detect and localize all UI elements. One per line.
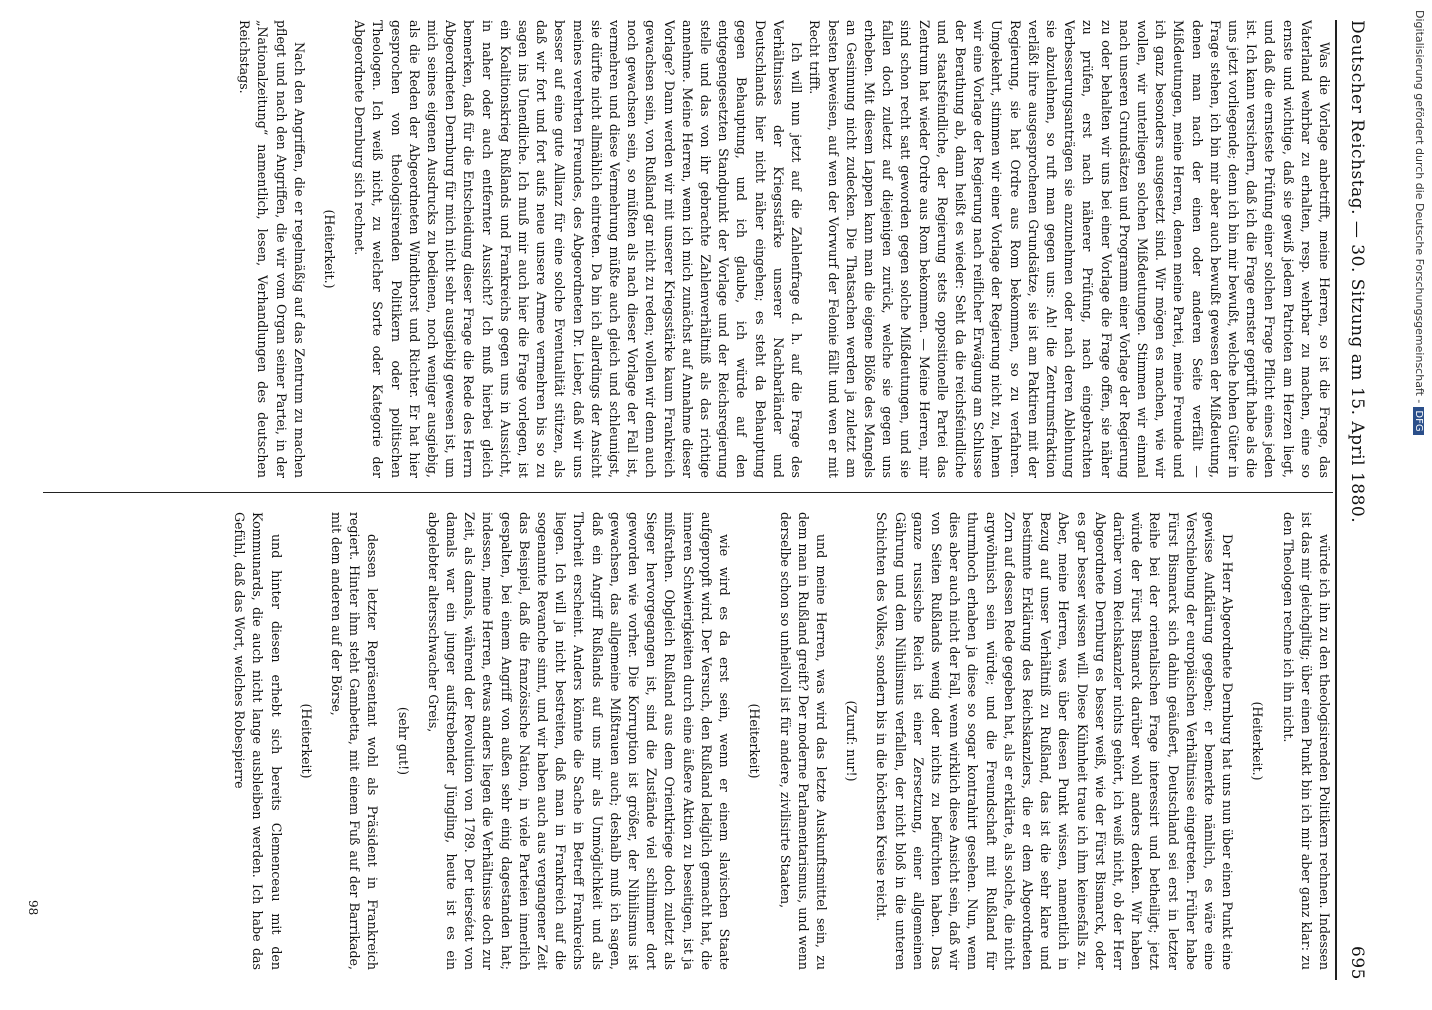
- interjection: (Heiterkeit): [298, 703, 314, 779]
- paragraph: würde ich ihn zu den theologisirenden Politikern rechnen. Indessen ist das mir gleichgiltig; über einen Punkt bin ich mir aber ganz klar: zu den Theologen rechne ich ihn nicht.: [1280, 512, 1332, 970]
- dfg-badge: DFG: [1413, 407, 1424, 434]
- interjection: (Heiterkeit): [747, 703, 763, 779]
- paragraph: dessen letzter Repräsentant wohl als Präsident in Frankreich regiert. Hinter ihm steht Gambetta, mit einem Fuß auf der Barrikade, mit dem anderen auf der Börse,: [329, 512, 381, 970]
- right-column: [43, 512, 1333, 970]
- paragraph: Nach den Angriffen, die er regelmäßig auf das Zentrum zu machen pflegt und nach den Angriffen, die wir vom Organ seiner Partei, in der „Nationalzeitung“ namentlich, lesen, Verhandlungen des deutschen Reichstags.: [237, 20, 307, 478]
- interjection: (Zuruf: nur!): [844, 700, 860, 782]
- signature-mark: 98: [26, 900, 40, 916]
- interjection: (Heiterkeit.): [1250, 701, 1266, 781]
- paragraph: und meine Herren, was wird das letzte Auskunftsmittel sein, zu dem man in Rußland greift? Der moderne Parlamentarismus, und wenn derselbe schon so unheilvoll ist für andere, zivilisirte Staaten,: [777, 512, 829, 970]
- paragraph: und hinter diesen erhebt sich bereits Clemenceau mit den Kommunards, die auch nicht lange ausbleiben werden. Ich habe das Gefühl, daß das Wort, welches Robespierre: [232, 512, 284, 970]
- paragraph: wie wird es da erst sein, wenn er einem slavischen Staate aufgepropft wird. Der Versuch, den Rußland lediglich gemacht hat, die inneren Schwierigkeiten durch eine äußere Aktion zu beseitigen, ist ja mißrathen. Obgleich Rußland aus dem Orientkriege doch zuletzt als Sieger hervorgegangen ist, sind die Zustände viel schlimmer dort geworden wie vorher. Die Korruption ist größer, der Nihilismus ist gewachsen, das allgemeine Mißtrauen auch; deshalb muß ich sagen, daß ein Angriff Rußlands auf uns mir als Unmöglichkeit und als Thorheit erscheint. Anders könnte die Sache in Betreff Frankreichs liegen. Ich will ja nicht bestreiten, daß man in Frankreich auf die sogenannte Revanche sinnt, und wir haben auch aus vergangener Zeit das Beispiel, daß die französische Nation, in viele Parteien innerlich gespalten, bei einem Angriff von außen sehr einig dagestanden hat; indessen, meine Herren, etwas anders liegen die Verhältnisse doch zur Zeit, als damals, während der Revolution von 1789. Der tiersétat von damals war ein junger aufstrebender Jüngling, heute ist es ein abgelebter altersschwacher Greis,: [425, 512, 733, 970]
- paragraph: Was die Vorlage anbetrifft, meine Herren, so ist die Frage, das Vaterland wehrbar zu erhalten, resp. wehrbar zu machen, eine so ernste und wichtige, daß sie gewiß jedem Patrioten am Herzen liegt, und daß die ernsteste Prüfung einer solchen Frage Pflicht eines jeden ist. Ich kann versichern, daß ich die Frage ernster geprüft habe als die uns jetzt vorliegende; denn ich bin mir bewußt, welche hohen Güter in Frage stehen, ich bin mir aber auch bewußt gewesen der Mißdeutung, denen man nach der einen oder anderen Seite verfällt — Mißdeutungen, meine Herren, denen meine Partei, meine Freunde und ich ganz besonders ausgesetzt sind. Wir mögen es machen, wie wir wollen, wir unterliegen solchen Mißdeutungen. Stimmen wir einmal nach unseren Grundsätzen und Programm einer Vorlage der Regierung zu oder behalten wir uns bei einer Vorlage die Frage offen, sie näher zu prüfen, erst nach näherer Prüfung, nach eingebrachten Verbesserungsanträgen sie anzunehmen oder nach deren Ablehnung sie abzulehnen, so ruft man gegen uns: Ah! die Zentrumsfraktion verläßt ihre ausgesprochenen Grundsätze, sie ist am Paktiren mit der Regierung, sie hat Ordre aus Rom bekommen, so zu verfahren. Umgekehrt, stimmen wir einer Vorlage der Regierung nicht zu, lehnen wir eine Vorlage der Regierung nach reiflicher Erwägung am Schlusse der Berathung ab, dann heißt es wieder: Seht da die reichsfeindliche und staatsfeindliche, der Regierung stets oppositionelle Partei das Zentrum hat wieder Ordre aus Rom bekommen. — Meine Herren, mir sind schon recht satt geworden gegen solche Mißdeutungen, und sie fallen doch zuletzt auf diejenigen zurück, welche sie gegen uns erheben. Mit diesem Lappen kann man die eigene Blöße des Mangels an Gesinnung nicht zudecken. Die Thatsachen werden ja zuletzt am besten beweisen, auf wen der Vorwurf der Felonie fällt und wen er mit Recht trifft.: [807, 20, 1332, 478]
- header-rule: [1335, 20, 1337, 980]
- header-title: Deutscher Reichstag. — 30. Sitzung am 15. April 1880.: [1347, 20, 1367, 524]
- page-number: 695: [1347, 946, 1367, 980]
- digitization-text: Digitalisierung gefördert durch die Deutsche Forschungsgemeinschaft -: [1413, 10, 1426, 404]
- paragraph: Ich will nun jetzt auf die Zahlenfrage d. h. auf die Frage des Verhältnisses der Kriegsstärke unserer Nachbarländer und Deutschlands hier nicht näher eingehen; es steht da Behauptung gegen Behauptung, und ich glaube, ich würde auf den entgegengesetzten Standpunkt der Vorlage und der Reichsregierung stelle und das von ihr gebrachte Zahlenverhältniß als das richtige annehme. Meine Herren, wenn ich mich zunächst auf Annahme dieser Vorlage? Dann werden wir mit unserer Kriegsstärke kaum Frankreich gewachsen sein, von Rußland gar nicht zu reden; wollen wir denn auch noch gewachsen sein, so müßten als nach dieser Vorlage der Fall ist, vermehren und diese Vermehrung müßte auch gleich und schleunigst, sie dürfte nicht allmählich eintreten. Da bin ich allerdings der Ansicht meines verehrten Freundes, des Abgeordneten Dr. Lieber, daß wir uns besser auf eine gute Allianz für eine solche Eventualität stützen, als daß wir fort und fort aufs neue unsere Armee vermehren bis so zu sagen ins Unendliche. Ich muß mir auch hier die Frage vorlegen, ist ein Koalitionskrieg Rußlands und Frankreichs gegen uns in Aussicht, in naher oder auch entfernter Aussicht? Ich muß hierbei gleich bemerken, daß für die Entscheidung dieser Frage die Rede des Herrn Abgeordneten Dernburg für mich nicht sehr ausgiebig gewesen ist, um mich seines eigenen Ausdrucks zu bedienen, noch weniger ausgiebig, als die Reden der Abgeordneten Windthorst und Richter. Er hat hier gesprochen von theologisirenden Politikern oder politischen Theologen. Ich weiß nicht, zu welcher Sorte oder Kategorie der Abgeordnete Dernburg sich rechnet.: [352, 20, 805, 478]
- rotated-page: [5, 0, 1385, 1000]
- paragraph: Der Herr Abgeordnete Dernburg hat uns nun über einen Punkt eine gewisse Aufklärung gegeben; er bemerkte nämlich, es wäre eine Verschiebung der europäischen Verhältnisse eingetreten. Früher habe Fürst Bismarck sich dahin geäußert, Deutschland sei erst in letzter Reihe bei der orientalischen Frage interessirt und betheiligt; jetzt würde der Fürst Bismarck darüber wohl anders denken. Wir haben darüber vom Reichskanzler nichts gehört, ich weiß nicht, ob der Herr Abgeordnete Dernburg es besser weiß, wie der Fürst Bismarck, oder es gar besser wissen will. Diese Kühnheit traue ich ihm keinesfalls zu. Aber, meine Herren, was über diesen Punkt wissen, namentlich in Bezug auf unser Verhältniß zu Rußland, das ist die sehr klare und bestimmte Erklärung des Reichskanzlers, die er dem Abgeordneten Zorn auf dessen Rede gegeben hat, als er erklärte, als solche, die nicht argwöhnisch sein würde; und die Freundschaft mit Rußland für thurmhoch erhaben ja diese so sogar kontrahirt gesehen. Nun, wenn dies aber auch nicht der Fall, wenn wirklich diese Ansicht sein, daß wir von Seiten Rußlands wenig oder nichts zu befürchten haben. Das ganze russische Reich ist einer Zersetzung, einer allgemeinen Gährung und dem Nihilismus verfallen, der nicht bloß in die unteren Schichten des Volkes, sondern bis in die höchsten Kreise reicht.: [874, 512, 1236, 970]
- left-column: [43, 20, 1333, 478]
- interjection: (sehr gut!): [395, 706, 411, 776]
- column-divider: [43, 492, 1333, 493]
- interjection: (Heiterkeit.): [322, 209, 338, 289]
- digitization-note: [1402, 0, 1430, 1000]
